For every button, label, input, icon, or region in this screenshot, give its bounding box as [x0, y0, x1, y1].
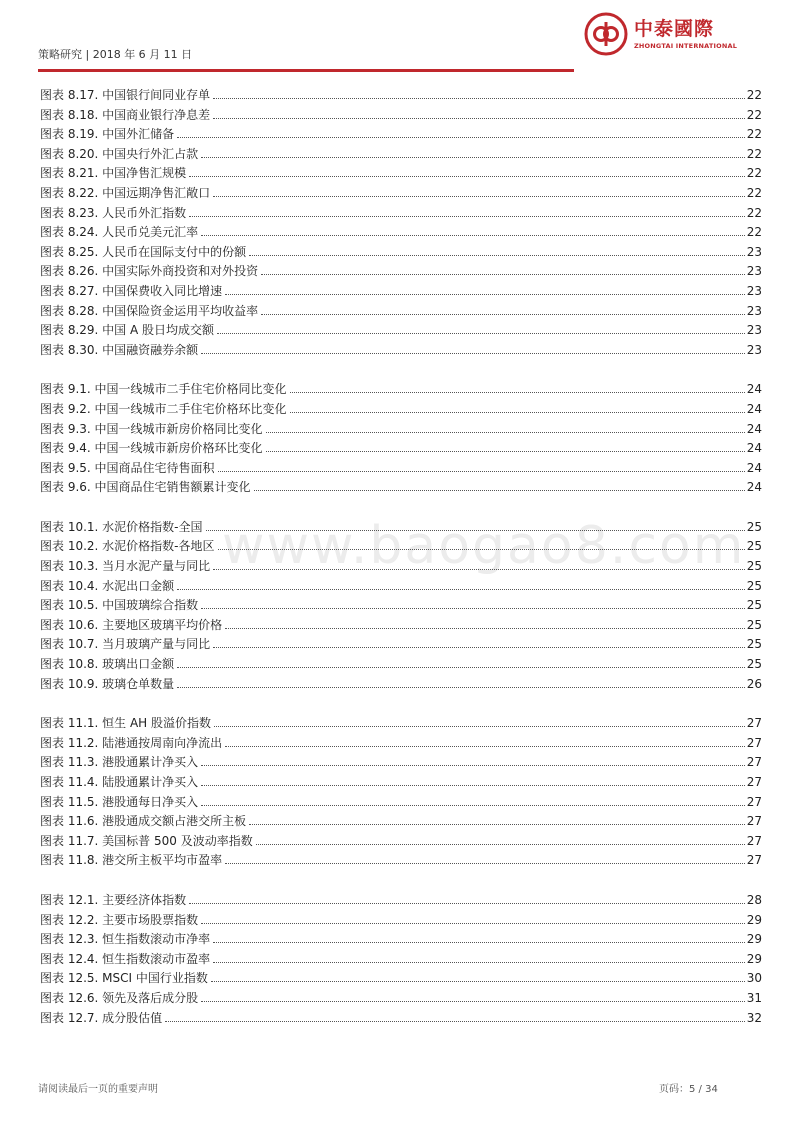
logo-name: 中泰國際 — [634, 18, 715, 40]
toc-dot-leader — [217, 332, 745, 334]
toc-entry[interactable] — [40, 891, 762, 911]
toc-dot-leader — [214, 725, 745, 727]
toc-entry-title: 图表 8.26. 中国实际外商投资和对外投资 — [40, 264, 259, 279]
toc-dot-leader — [201, 764, 745, 766]
toc-dot-leader — [290, 411, 745, 413]
toc-entry-page: 25 — [746, 637, 762, 652]
toc-entry-page: 27 — [746, 755, 762, 770]
toc-dot-leader — [165, 1020, 745, 1022]
toc-entry-page: 29 — [746, 951, 762, 966]
toc-entry[interactable] — [40, 616, 762, 636]
toc-entry[interactable] — [40, 714, 762, 734]
toc-entry[interactable] — [40, 145, 762, 165]
toc-entry-title: 图表 12.2. 主要市场股票指数 — [40, 912, 199, 927]
toc-group — [40, 891, 762, 1028]
toc-dot-leader — [201, 352, 745, 354]
table-of-figures — [40, 86, 762, 1048]
toc-entry[interactable] — [40, 596, 762, 616]
toc-entry[interactable] — [40, 106, 762, 126]
toc-dot-leader — [261, 273, 745, 275]
toc-entry[interactable] — [40, 832, 762, 852]
toc-entry[interactable] — [40, 793, 762, 813]
logo-subtitle: ZHONGTAI INTERNATIONAL — [634, 42, 738, 50]
toc-entry[interactable] — [40, 675, 762, 695]
toc-dot-leader — [189, 902, 745, 904]
toc-entry[interactable] — [40, 282, 762, 302]
toc-dot-leader — [177, 136, 745, 138]
toc-entry-page: 27 — [746, 853, 762, 868]
toc-entry-title: 图表 12.1. 主要经济体指数 — [40, 892, 187, 907]
toc-entry[interactable] — [40, 557, 762, 577]
toc-entry-title: 图表 8.17. 中国银行间同业存单 — [40, 88, 211, 102]
toc-entry[interactable] — [40, 459, 762, 479]
toc-dot-leader — [201, 234, 745, 236]
toc-entry[interactable] — [40, 184, 762, 204]
toc-entry[interactable] — [40, 400, 762, 420]
toc-entry-page: 24 — [746, 401, 762, 416]
toc-entry-title: 图表 10.2. 水泥价格指数-各地区 — [40, 539, 215, 554]
toc-entry-page: 28 — [746, 892, 762, 907]
toc-entry-title: 图表 12.4. 恒生指数滚动市盈率 — [40, 951, 211, 966]
toc-entry[interactable] — [40, 478, 762, 498]
toc-group — [40, 518, 762, 694]
toc-entry-page: 22 — [746, 88, 762, 102]
toc-entry-title: 图表 8.29. 中国 A 股日均成交额 — [40, 323, 215, 338]
toc-entry-page: 23 — [746, 283, 762, 298]
toc-entry-page: 25 — [746, 578, 762, 593]
toc-entry-title: 图表 11.7. 美国标普 500 及波动率指数 — [40, 833, 253, 848]
toc-entry-title: 图表 8.21. 中国净售汇规模 — [40, 166, 187, 181]
toc-dot-leader — [266, 450, 745, 452]
toc-entry-page: 30 — [746, 971, 762, 986]
toc-dot-leader — [177, 666, 745, 668]
toc-entry-title: 图表 8.18. 中国商业银行净息差 — [40, 107, 211, 122]
toc-entry-title: 图表 8.27. 中国保费收入同比增速 — [40, 283, 223, 298]
toc-entry-title: 图表 9.2. 中国一线城市二手住宅价格环比变化 — [40, 401, 287, 416]
logo-emblem-icon — [584, 12, 628, 56]
toc-entry[interactable] — [40, 262, 762, 282]
toc-entry[interactable] — [40, 341, 762, 361]
toc-dot-leader — [254, 489, 745, 491]
toc-dot-leader — [218, 470, 745, 472]
toc-dot-leader — [225, 745, 745, 747]
toc-entry-page: 25 — [746, 539, 762, 554]
toc-entry[interactable] — [40, 812, 762, 832]
toc-dot-leader — [256, 843, 745, 845]
toc-entry-title: 图表 12.3. 恒生指数滚动市净率 — [40, 932, 211, 947]
toc-entry-page: 29 — [746, 932, 762, 947]
toc-entry-title: 图表 8.25. 人民币在国际支付中的份额 — [40, 244, 247, 259]
toc-entry[interactable] — [40, 302, 762, 322]
toc-entry-page: 24 — [746, 441, 762, 456]
toc-entry-page: 22 — [746, 127, 762, 142]
toc-entry[interactable] — [40, 537, 762, 557]
toc-entry[interactable] — [40, 518, 762, 538]
header-title: 策略研究 | 2018 年 6 月 11 日 — [38, 48, 193, 61]
toc-entry[interactable] — [40, 911, 762, 931]
toc-dot-leader — [213, 568, 745, 570]
toc-entry[interactable] — [40, 969, 762, 989]
toc-dot-leader — [201, 1000, 745, 1002]
toc-dot-leader — [177, 588, 745, 590]
toc-entry-title: 图表 10.4. 水泥出口金额 — [40, 578, 175, 593]
toc-entry-page: 27 — [746, 735, 762, 750]
toc-dot-leader — [201, 922, 745, 924]
toc-entry-page: 26 — [746, 676, 762, 691]
toc-entry-page: 25 — [746, 617, 762, 632]
toc-dot-leader — [206, 529, 745, 531]
toc-entry-page: 25 — [746, 559, 762, 574]
toc-entry-title: 图表 11.8. 港交所主板平均市盈率 — [40, 853, 223, 868]
toc-entry-title: 图表 10.1. 水泥价格指数-全国 — [40, 519, 203, 534]
toc-entry-title: 图表 11.1. 恒生 AH 股溢价指数 — [40, 716, 212, 731]
toc-dot-leader — [261, 313, 745, 315]
toc-entry-page: 23 — [746, 323, 762, 338]
toc-entry-title: 图表 9.3. 中国一线城市新房价格同比变化 — [40, 421, 263, 436]
toc-dot-leader — [213, 961, 745, 963]
toc-entry-page: 23 — [746, 303, 762, 318]
toc-entry-title: 图表 8.22. 中国远期净售汇敞口 — [40, 185, 211, 200]
toc-entry-page: 24 — [746, 480, 762, 495]
toc-entry-page: 23 — [746, 342, 762, 357]
toc-entry-page: 25 — [746, 598, 762, 613]
toc-entry[interactable] — [40, 86, 762, 106]
toc-entry-page: 27 — [746, 794, 762, 809]
toc-entry-page: 27 — [746, 716, 762, 731]
toc-entry[interactable] — [40, 851, 762, 871]
toc-dot-leader — [213, 646, 745, 648]
toc-entry-title: 图表 11.2. 陆港通按周南向净流出 — [40, 735, 223, 750]
header-divider — [38, 69, 574, 72]
toc-dot-leader — [225, 627, 745, 629]
toc-entry[interactable] — [40, 321, 762, 341]
toc-dot-leader — [201, 784, 745, 786]
toc-entry[interactable] — [40, 930, 762, 950]
toc-entry-title: 图表 10.3. 当月水泥产量与同比 — [40, 559, 211, 574]
toc-entry-title: 图表 8.24. 人民币兑美元汇率 — [40, 225, 199, 240]
toc-dot-leader — [189, 215, 745, 217]
toc-dot-leader — [266, 431, 745, 433]
toc-entry-title: 图表 11.4. 陆股通累计净买入 — [40, 775, 199, 789]
toc-entry-page: 32 — [746, 1010, 762, 1025]
toc-group — [40, 714, 762, 871]
toc-entry[interactable] — [40, 380, 762, 400]
toc-dot-leader — [213, 195, 745, 197]
toc-entry-title: 图表 12.5. MSCI 中国行业指数 — [40, 971, 208, 986]
toc-entry-title: 图表 8.23. 人民币外汇指数 — [40, 205, 187, 220]
toc-entry[interactable] — [40, 734, 762, 754]
toc-entry-page: 25 — [746, 519, 762, 534]
toc-dot-leader — [218, 548, 745, 550]
toc-entry[interactable] — [40, 577, 762, 597]
toc-entry-title: 图表 8.28. 中国保险资金运用平均收益率 — [40, 303, 259, 318]
toc-entry-page: 22 — [746, 107, 762, 122]
company-logo — [584, 12, 774, 60]
toc-entry-page: 22 — [746, 205, 762, 220]
toc-dot-leader — [211, 980, 745, 982]
toc-entry-page: 27 — [746, 814, 762, 829]
toc-dot-leader — [290, 391, 745, 393]
toc-entry[interactable] — [40, 950, 762, 970]
toc-entry-page: 31 — [746, 990, 762, 1005]
toc-dot-leader — [225, 293, 745, 295]
toc-entry-page: 22 — [746, 146, 762, 161]
toc-entry[interactable] — [40, 1009, 762, 1029]
watermark: www.baogao8.com — [222, 516, 746, 576]
toc-entry-page: 27 — [746, 833, 762, 848]
toc-entry-page: 24 — [746, 460, 762, 475]
toc-entry-page: 22 — [746, 166, 762, 181]
toc-entry[interactable] — [40, 420, 762, 440]
toc-entry[interactable] — [40, 223, 762, 243]
toc-entry-title: 图表 9.1. 中国一线城市二手住宅价格同比变化 — [40, 382, 287, 397]
toc-entry-page: 23 — [746, 264, 762, 279]
toc-entry-page: 23 — [746, 244, 762, 259]
toc-dot-leader — [249, 823, 745, 825]
toc-dot-leader — [213, 117, 745, 119]
toc-dot-leader — [249, 254, 745, 256]
toc-entry-title: 图表 8.19. 中国外汇储备 — [40, 127, 175, 142]
toc-entry[interactable] — [40, 243, 762, 263]
toc-dot-leader — [189, 175, 745, 177]
toc-entry-title: 图表 8.30. 中国融资融券余额 — [40, 342, 199, 357]
toc-entry[interactable] — [40, 773, 762, 793]
toc-entry-title: 图表 10.8. 玻璃出口金额 — [40, 657, 175, 672]
toc-entry-title: 图表 11.3. 港股通累计净买入 — [40, 755, 199, 770]
toc-entry-title: 图表 10.5. 中国玻璃综合指数 — [40, 598, 199, 613]
toc-entry-page: 24 — [746, 382, 762, 397]
toc-dot-leader — [201, 804, 745, 806]
toc-entry[interactable] — [40, 635, 762, 655]
toc-entry[interactable] — [40, 655, 762, 675]
toc-entry-title: 图表 11.5. 港股通每日净买入 — [40, 794, 199, 809]
toc-entry-title: 图表 9.4. 中国一线城市新房价格环比变化 — [40, 441, 263, 456]
toc-entry[interactable] — [40, 204, 762, 224]
footer-disclaimer: 请阅读最后一页的重要声明 — [38, 1084, 158, 1095]
toc-dot-leader — [213, 97, 745, 99]
toc-dot-leader — [213, 941, 745, 943]
toc-entry-page: 25 — [746, 657, 762, 672]
toc-entry-title: 图表 10.6. 主要地区玻璃平均价格 — [40, 617, 223, 632]
toc-entry-page: 22 — [746, 225, 762, 240]
toc-entry[interactable] — [40, 989, 762, 1009]
toc-entry-title: 图表 10.7. 当月玻璃产量与同比 — [40, 637, 211, 652]
toc-entry-page: 29 — [746, 912, 762, 927]
toc-dot-leader — [177, 686, 745, 688]
toc-entry-title: 图表 9.6. 中国商品住宅销售额累计变化 — [40, 480, 251, 495]
toc-entry-title: 图表 9.5. 中国商品住宅待售面积 — [40, 460, 215, 475]
toc-entry-title: 图表 12.6. 领先及落后成分股 — [40, 990, 199, 1005]
toc-entry-title: 图表 8.20. 中国央行外汇占款 — [40, 146, 199, 161]
toc-group — [40, 380, 762, 498]
toc-dot-leader — [201, 607, 745, 609]
toc-group — [40, 86, 762, 360]
toc-entry-page: 22 — [746, 185, 762, 200]
toc-entry[interactable] — [40, 753, 762, 773]
toc-entry-title: 图表 11.6. 港股通成交额占港交所主板 — [40, 814, 247, 829]
toc-entry-page: 27 — [746, 775, 762, 789]
toc-dot-leader — [225, 862, 745, 864]
toc-entry[interactable] — [40, 125, 762, 145]
footer-page-number: 页码：5 / 34 — [659, 1084, 718, 1095]
toc-entry-title: 图表 12.7. 成分股估值 — [40, 1010, 163, 1025]
toc-entry[interactable] — [40, 439, 762, 459]
toc-entry-page: 24 — [746, 421, 762, 436]
toc-entry[interactable] — [40, 164, 762, 184]
toc-entry-title: 图表 10.9. 玻璃仓单数量 — [40, 676, 175, 691]
toc-dot-leader — [201, 156, 745, 158]
